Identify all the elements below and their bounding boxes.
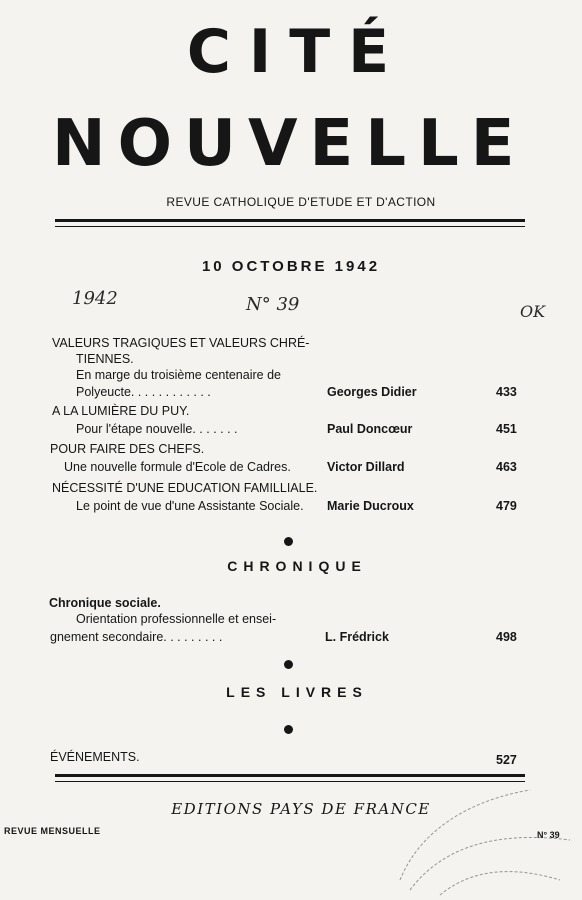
article-3-author: Victor Dillard (327, 460, 405, 474)
chronique-heading: CHRONIQUE (227, 558, 367, 574)
issue-date: 10 OCTOBRE 1942 (201, 258, 381, 275)
title-nouvelle: NOUVELLE (52, 107, 527, 181)
publisher: EDITIONS PAYS DE FRANCE (171, 800, 431, 818)
section-bullet-3 (284, 725, 293, 734)
article-4-subtitle: Le point de vue d'une Assistante Sociale. (76, 499, 304, 513)
pencil-scribble-icon (380, 770, 580, 900)
article-2-title: A LA LUMIÈRE DU PUY. (52, 404, 190, 418)
title-cite: CITÉ (186, 17, 408, 87)
article-4-title: NÉCESSITÉ D'UNE EDUCATION FAMILLIALE. (52, 481, 318, 495)
livres-heading: LES LIVRES (226, 684, 368, 700)
section-bullet-1 (284, 537, 293, 546)
article-1-subtitle-cont: Polyeucte. . . . . . . . . . . . (76, 385, 211, 399)
article-1-author: Georges Didier (327, 385, 417, 399)
article-3-title: POUR FAIRE DES CHEFS. (50, 442, 205, 456)
handwritten-year: 1942 (72, 288, 118, 309)
handwritten-mark: OK (520, 302, 546, 321)
evenements-page: 527 (496, 753, 517, 767)
evenements-label: ÉVÉNEMENTS. (50, 750, 140, 764)
masthead-rule-thick (55, 219, 525, 222)
article-1-title: VALEURS TRAGIQUES ET VALEURS CHRÉ- (52, 336, 310, 350)
article-3-page: 463 (496, 460, 517, 474)
article-1-subtitle: En marge du troisième centenaire de (76, 368, 281, 382)
article-2-subtitle: Pour l'étape nouvelle. . . . . . . (76, 422, 238, 436)
chronique-sub-heading: Chronique sociale. (49, 596, 161, 610)
masthead-rule-thin (55, 226, 525, 227)
article-1-page: 433 (496, 385, 517, 399)
footer-periodicity: REVUE MENSUELLE (4, 826, 101, 836)
article-3-subtitle: Une nouvelle formule d'Ecole de Cadres. (64, 460, 291, 474)
chronique-item-title-cont: gnement secondaire. . . . . . . . . (50, 630, 223, 644)
article-4-author: Marie Ducroux (327, 499, 414, 513)
article-4-page: 479 (496, 499, 517, 513)
footer-issue-number: N° 39 (537, 830, 560, 840)
chronique-author: L. Frédrick (325, 630, 389, 644)
handwritten-number: N° 39 (246, 294, 300, 315)
section-bullet-2 (284, 660, 293, 669)
article-2-author: Paul Doncœur (327, 422, 413, 436)
article-1-title-cont: TIENNES. (76, 352, 134, 366)
article-2-page: 451 (496, 422, 517, 436)
subtitle: REVUE CATHOLIQUE D'ETUDE ET D'ACTION (166, 195, 436, 209)
chronique-item-title: Orientation professionnelle et ensei- (76, 612, 277, 626)
chronique-page: 498 (496, 630, 517, 644)
